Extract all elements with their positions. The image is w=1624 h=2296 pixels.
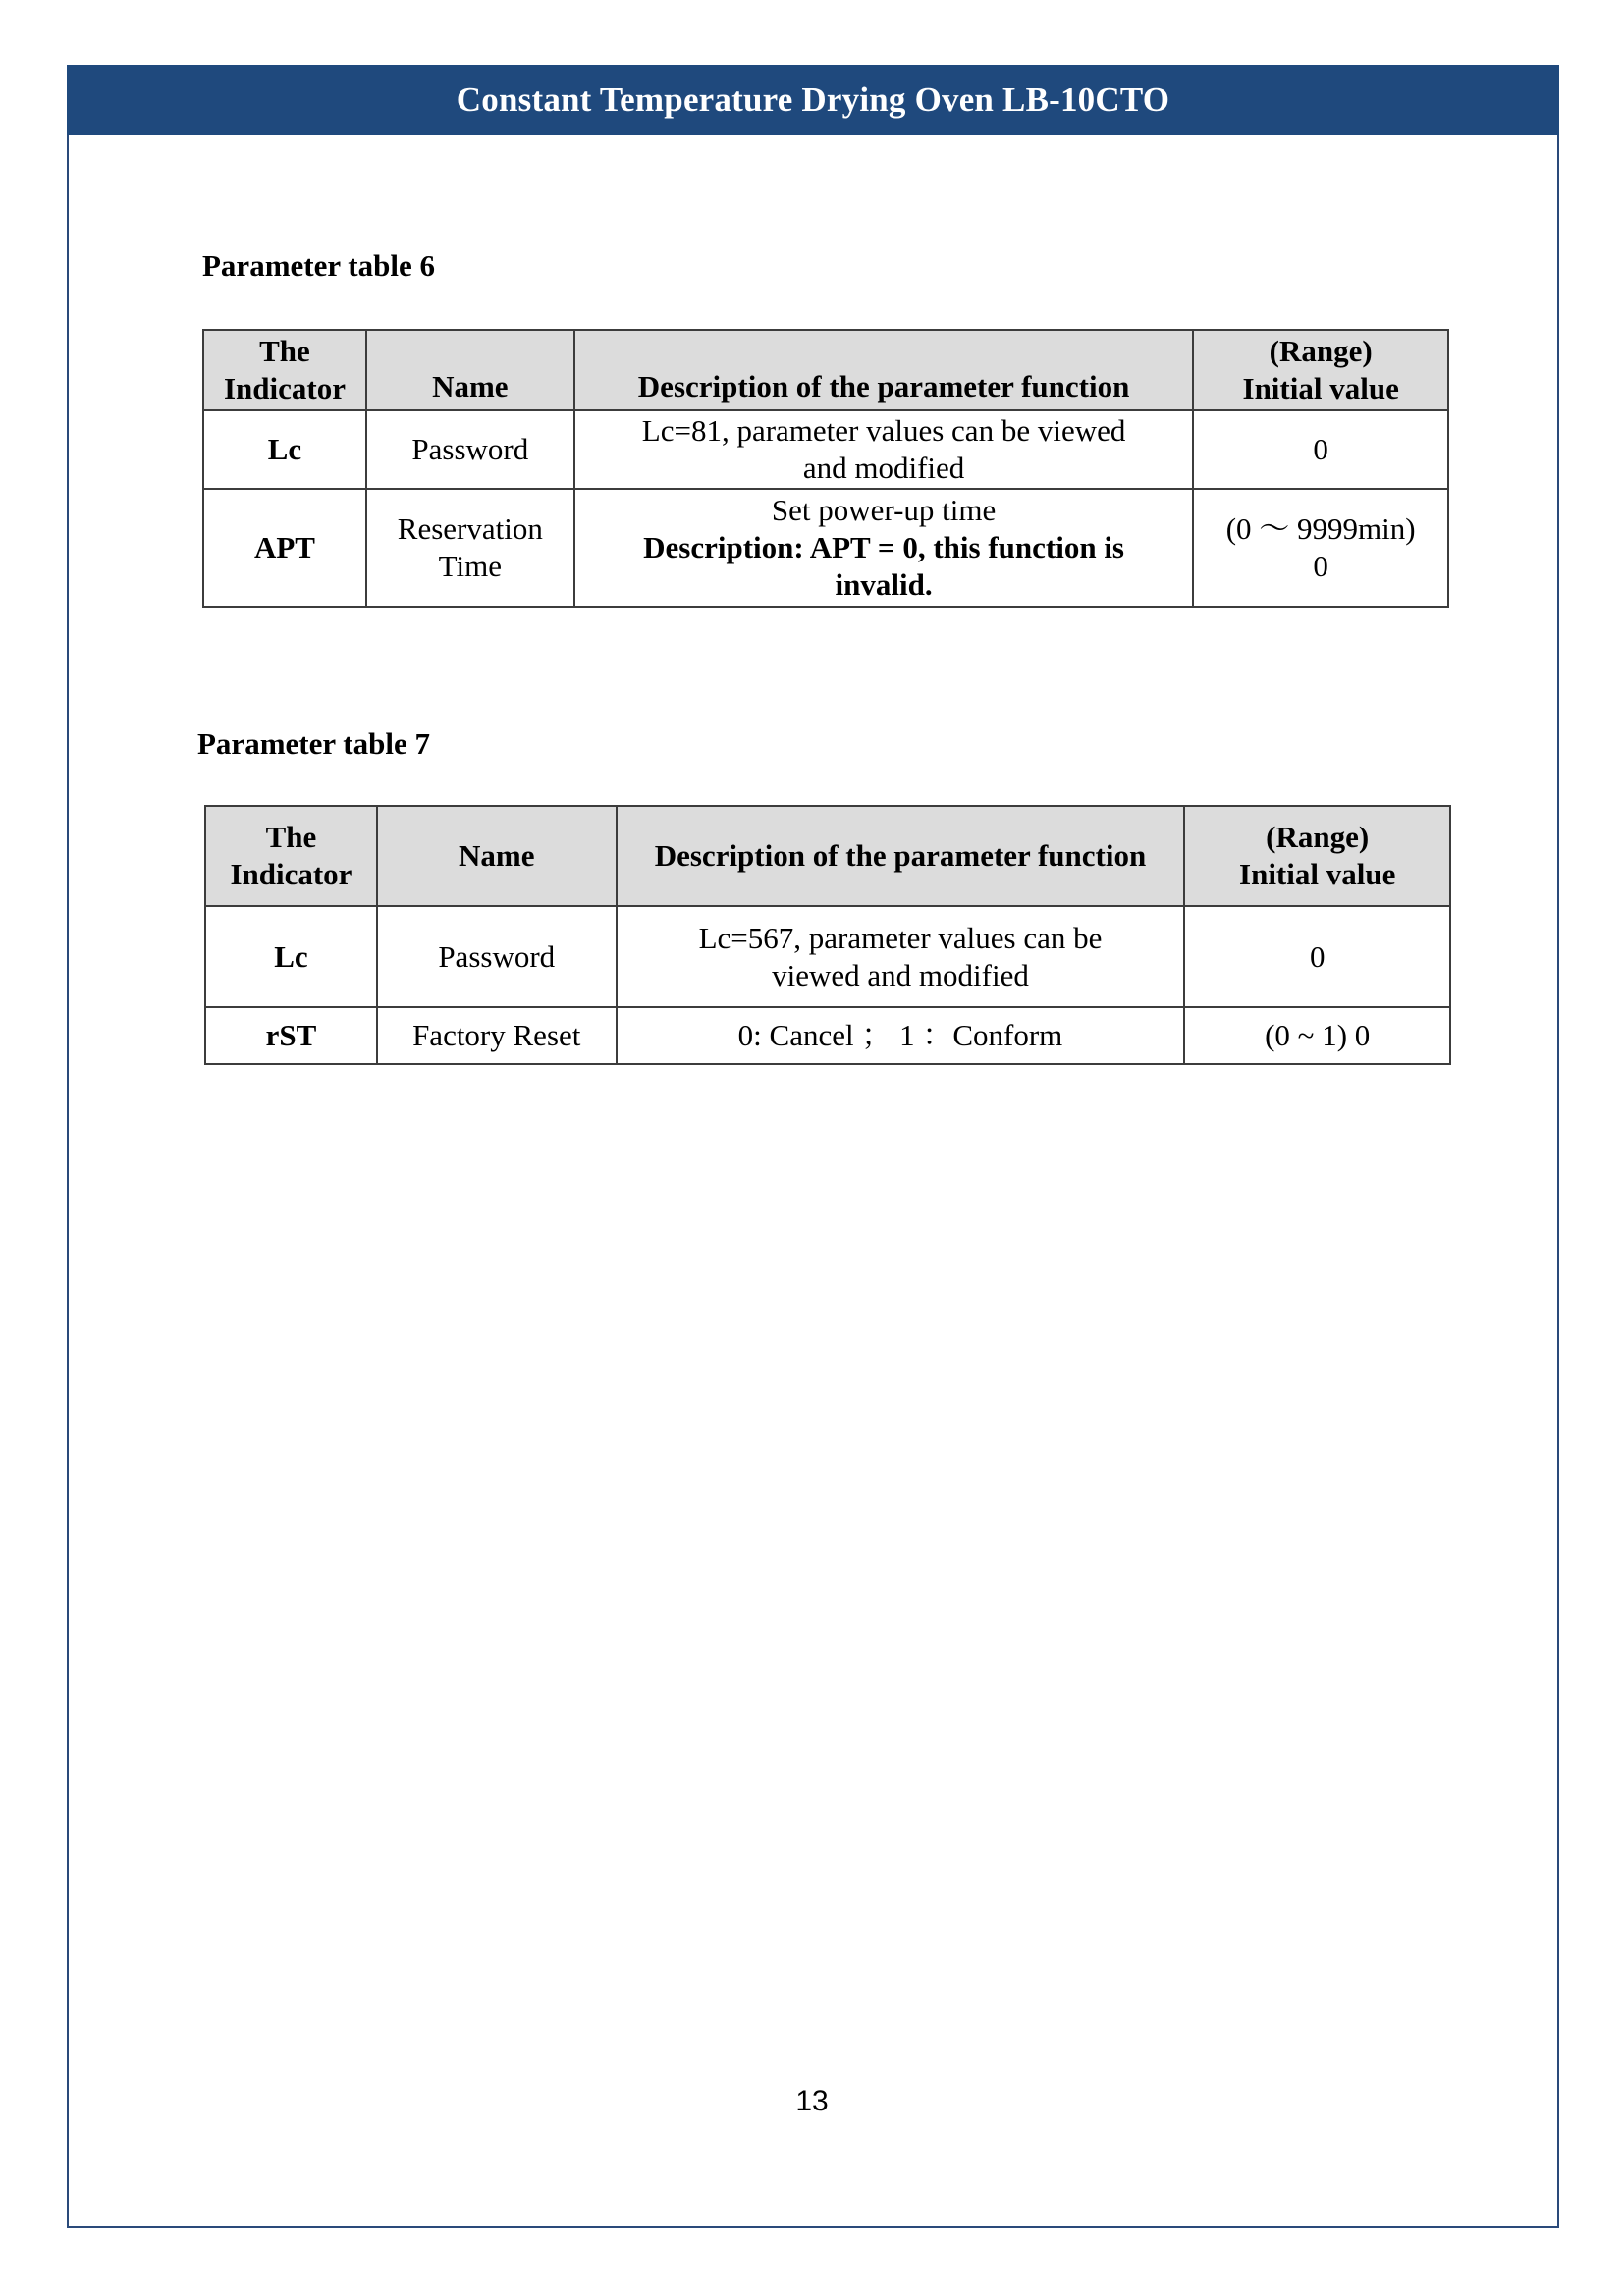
- table6-title: Parameter table 6: [202, 248, 435, 283]
- parameter-table-7: [204, 805, 1451, 1065]
- parameter-table-6: [202, 329, 1449, 608]
- table7-title: Parameter table 7: [197, 726, 430, 761]
- name-cell: [366, 489, 574, 607]
- description-line: viewed and modified: [772, 957, 1029, 992]
- name-cell: Password: [377, 906, 617, 1007]
- header-description: Description of the parameter function: [574, 330, 1194, 410]
- table-header-row: [205, 806, 1450, 906]
- indicator-cell: rST: [205, 1007, 377, 1064]
- name-cell: Password: [366, 410, 574, 489]
- name-cell: Factory Reset: [377, 1007, 617, 1064]
- table-row: [205, 1007, 1450, 1064]
- header-range-line1: (Range): [1269, 334, 1373, 368]
- header-name: Name: [366, 330, 574, 410]
- description-line: Lc=567, parameter values can be: [698, 920, 1103, 955]
- value-cell: [1193, 489, 1448, 607]
- table-row: [203, 410, 1448, 489]
- description-cell: 0: Cancel ； 1 ：Conform: [617, 1007, 1185, 1064]
- description-line: Set power-up time: [771, 493, 997, 527]
- indicator-cell: Lc: [203, 410, 366, 489]
- description-line: invalid.: [835, 567, 933, 602]
- page-number: 13: [795, 2085, 829, 2117]
- value-cell: 0: [1184, 906, 1450, 1007]
- header-range-line1: (Range): [1266, 820, 1370, 854]
- description-cell: [574, 489, 1194, 607]
- table-row: [205, 906, 1450, 1007]
- header-indicator-line1: The: [265, 820, 317, 854]
- header-range-line2: Initial value: [1239, 857, 1396, 891]
- header-description: Description of the parameter function: [617, 806, 1185, 906]
- header-range-line2: Initial value: [1242, 371, 1399, 405]
- value-line: 0: [1313, 549, 1328, 583]
- value-cell: (0 ~ 1) 0: [1184, 1007, 1450, 1064]
- header-indicator: [203, 330, 366, 410]
- header-indicator-line2: Indicator: [223, 371, 346, 405]
- description-cell: [617, 906, 1185, 1007]
- header-range: [1193, 330, 1448, 410]
- header-name: Name: [377, 806, 617, 906]
- header-range: [1184, 806, 1450, 906]
- header-indicator-line1: The: [259, 334, 310, 368]
- name-line: Reservation: [397, 511, 543, 546]
- document-header: [67, 65, 1559, 135]
- table-row: [203, 489, 1448, 607]
- header-indicator-line2: Indicator: [230, 857, 352, 891]
- indicator-cell: Lc: [205, 906, 377, 1007]
- indicator-cell: APT: [203, 489, 366, 607]
- value-cell: 0: [1193, 410, 1448, 489]
- description-line: Lc=81, parameter values can be viewed: [641, 413, 1126, 448]
- document-title: Constant Temperature Drying Oven LB-10CTO: [456, 80, 1170, 119]
- description-cell: [574, 410, 1194, 489]
- table-header-row: [203, 330, 1448, 410]
- header-indicator: [205, 806, 377, 906]
- value-line: (0 ～ 9999min): [1225, 511, 1416, 546]
- description-line: and modified: [802, 451, 965, 485]
- description-line: Description: APT = 0, this function is: [643, 530, 1124, 564]
- name-line: Time: [438, 549, 503, 583]
